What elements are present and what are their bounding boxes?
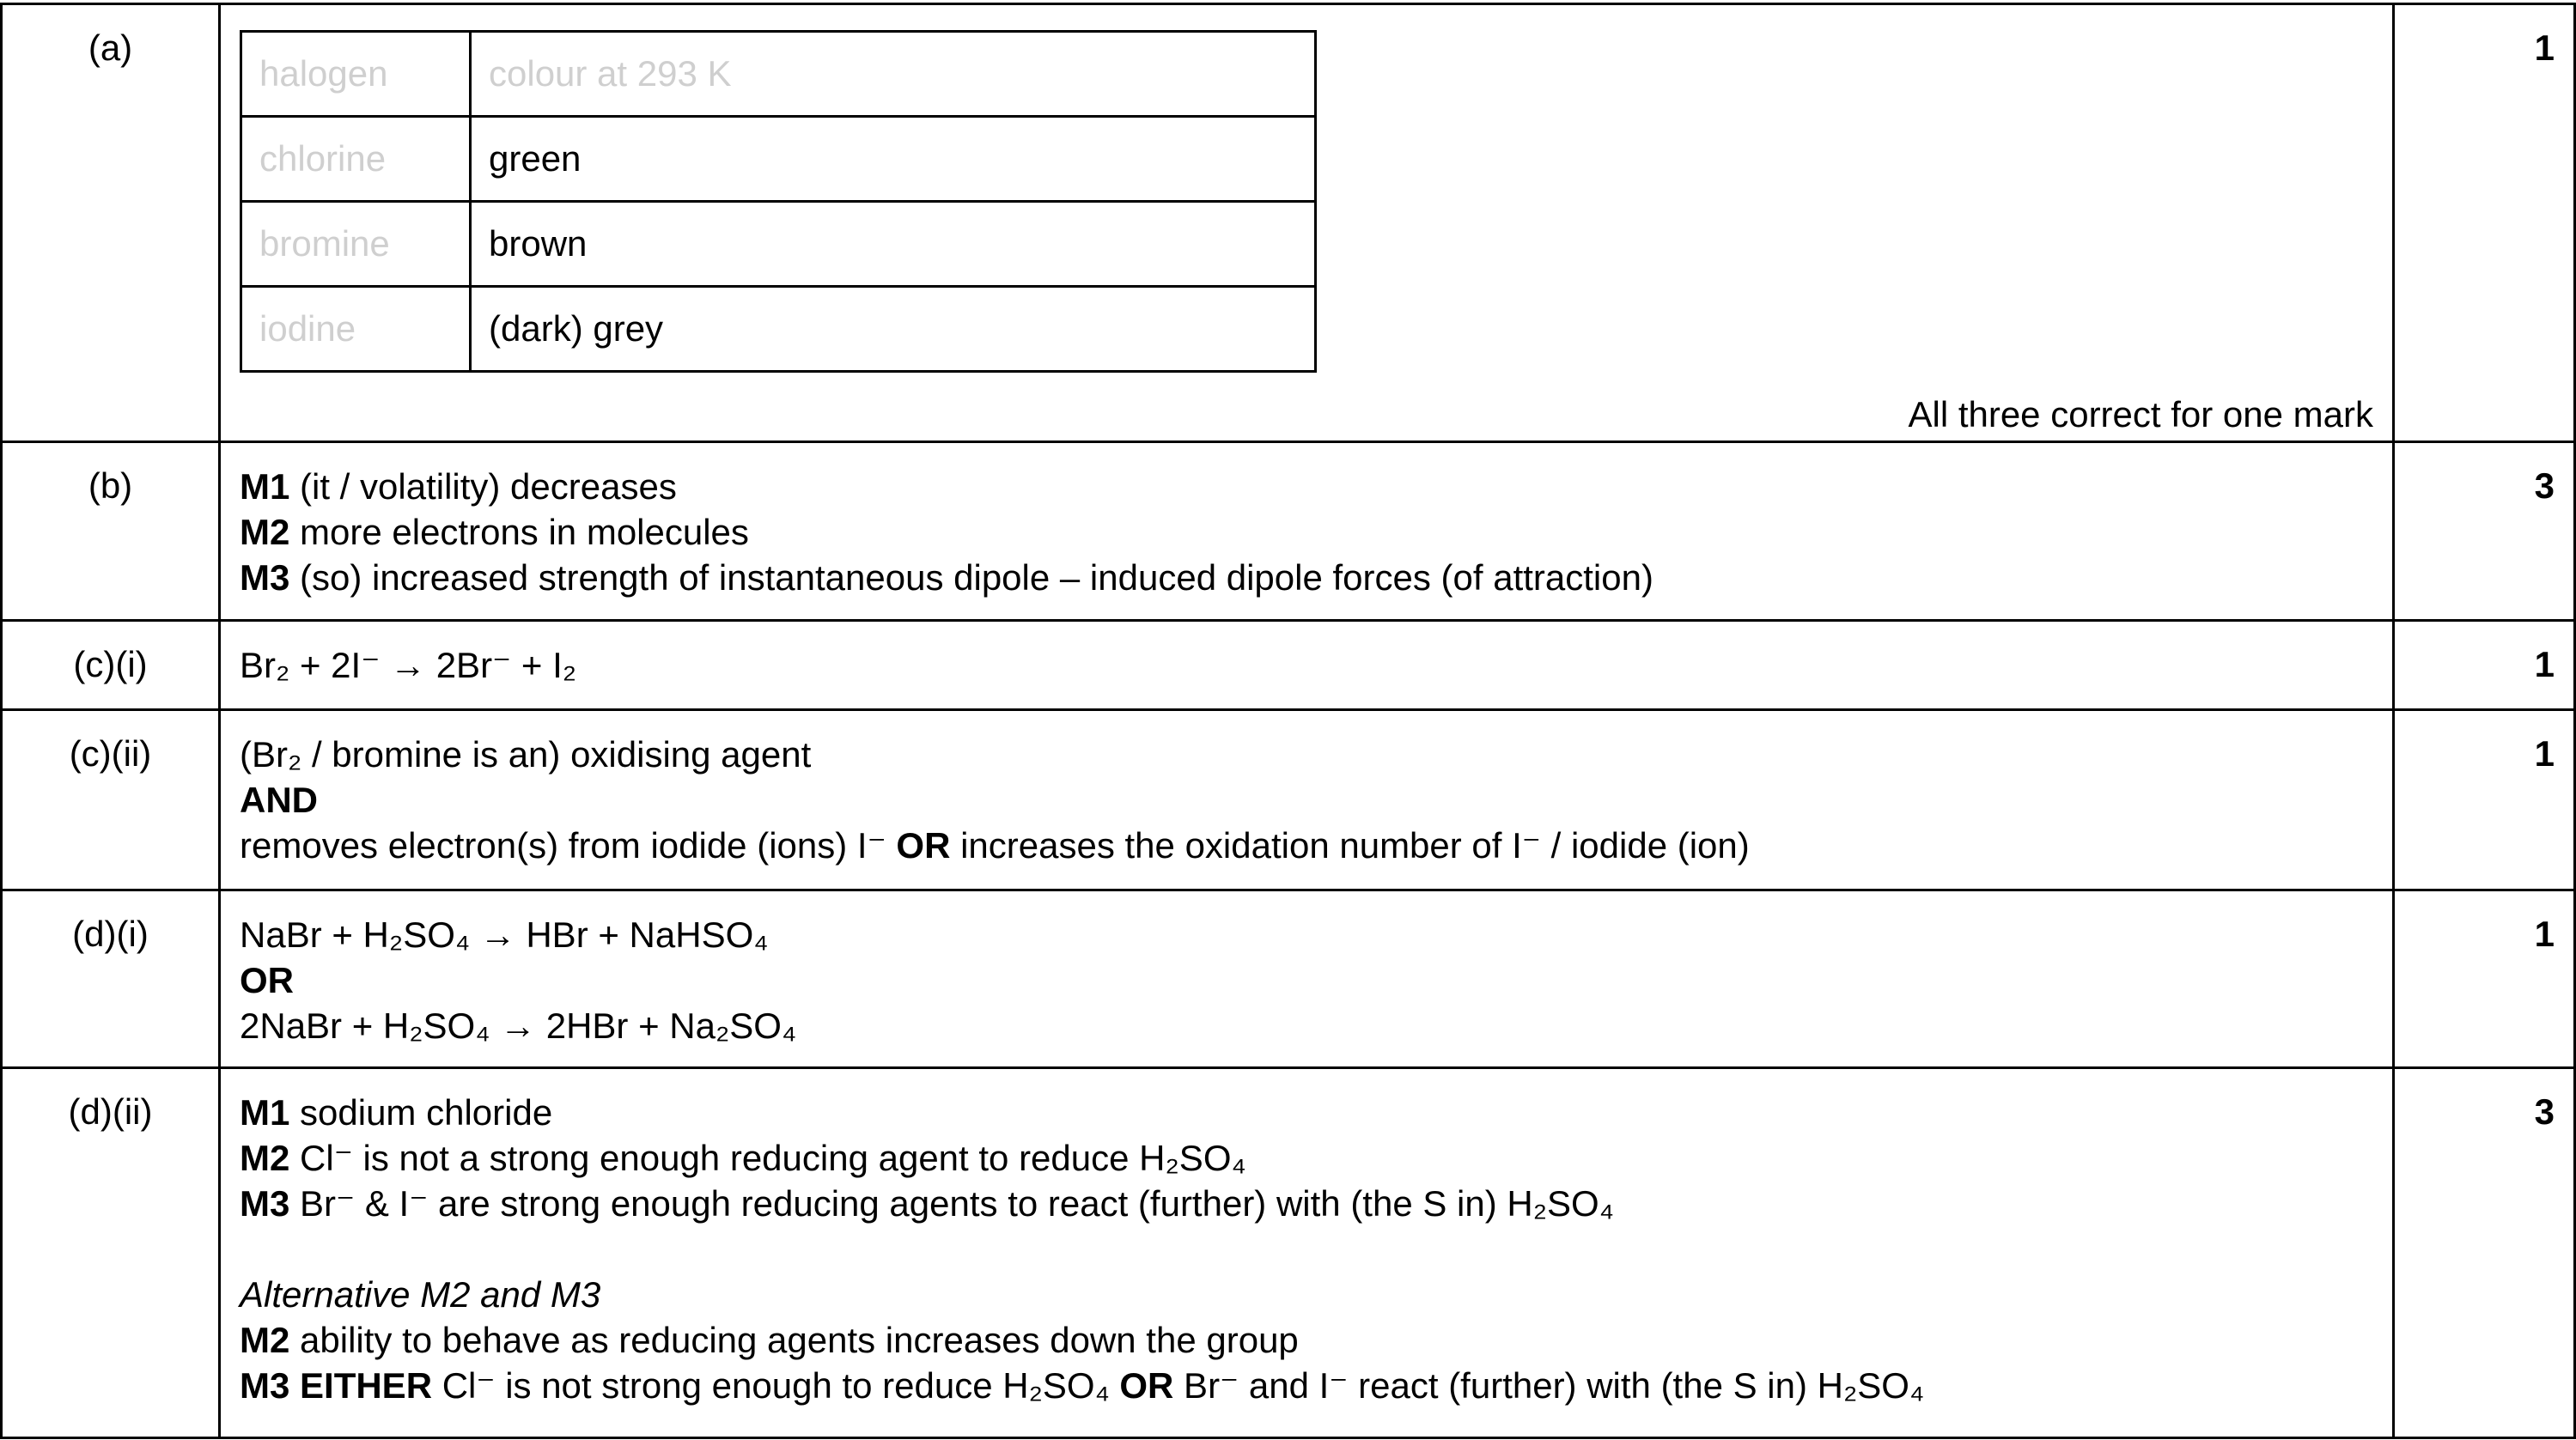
marks-value: 1	[2394, 621, 2575, 710]
answer-cell	[220, 710, 2394, 890]
question-row-ci	[2, 621, 2575, 710]
connective: OR	[896, 825, 951, 866]
mark-point-text: Cl⁻ is not a strong enough reducing agent to reduce H₂SO₄	[289, 1138, 1246, 1178]
answer-line	[240, 555, 2373, 600]
mark-point-text: more electrons in molecules	[289, 512, 749, 552]
question-label: (a)	[2, 4, 220, 442]
mark-point-text: Cl⁻ is not strong enough to reduce H₂SO₄	[432, 1365, 1120, 1406]
question-row-di	[2, 890, 2575, 1068]
marks-value: 3	[2394, 1068, 2575, 1438]
question-label: (b)	[2, 442, 220, 621]
connective: OR	[1119, 1365, 1174, 1406]
table-row	[241, 202, 1316, 287]
halogen-colour: brown	[471, 202, 1316, 287]
answer-line	[240, 1090, 2373, 1135]
question-label: (d)(ii)	[2, 1068, 220, 1438]
question-label: (c)(i)	[2, 621, 220, 710]
halogen-colour-table	[240, 30, 1317, 373]
answer-line	[240, 1363, 2373, 1408]
mark-point-tag: M3	[240, 1183, 290, 1224]
marking-note: All three correct for one mark	[1908, 394, 2373, 434]
question-label: (c)(ii)	[2, 710, 220, 890]
mark-point-tag: M2	[240, 1138, 290, 1178]
mark-point-tag: M1	[240, 1092, 290, 1133]
answer-line	[240, 1135, 2373, 1181]
marks-value: 1	[2394, 890, 2575, 1068]
marks-value: 3	[2394, 442, 2575, 621]
table-row	[241, 117, 1316, 202]
answer-line	[240, 823, 2373, 868]
question-row-a	[2, 4, 2575, 442]
marks-value: 1	[2394, 710, 2575, 890]
question-row-cii	[2, 710, 2575, 890]
equation: Br₂ + 2I⁻ → 2Br⁻ + I₂	[240, 645, 577, 685]
halogen-name: bromine	[241, 202, 471, 287]
header-halogen: halogen	[241, 32, 471, 117]
connective: AND	[240, 780, 318, 820]
header-colour: colour at 293 K	[471, 32, 1316, 117]
halogen-table-header	[241, 32, 1316, 117]
halogen-name: iodine	[241, 287, 471, 372]
equation: NaBr + H₂SO₄ → HBr + NaHSO₄	[240, 914, 769, 955]
mark-scheme-table	[0, 3, 2576, 1439]
halogen-colour: green	[471, 117, 1316, 202]
mark-point-tag: M1	[240, 466, 290, 507]
halogen-name: chlorine	[241, 117, 471, 202]
answer-text: removes electron(s) from iodide (ions) I⁻	[240, 825, 897, 866]
equation: 2NaBr + H₂SO₄ → 2HBr + Na₂SO₄	[240, 1006, 797, 1046]
mark-point-text: sodium chloride	[289, 1092, 553, 1133]
answer-line	[240, 509, 2373, 555]
mark-point-text: (it / volatility) decreases	[289, 466, 677, 507]
connective: OR	[240, 960, 294, 1000]
table-row	[241, 287, 1316, 372]
question-label: (d)(i)	[2, 890, 220, 1068]
answer-line: (Br₂ / bromine is an) oxidising agent	[240, 734, 812, 775]
mark-point-text: Br⁻ and I⁻ react (further) with (the S in) H₂SO₄	[1173, 1365, 1925, 1406]
mark-point-tag: M3	[240, 557, 290, 598]
halogen-colour: (dark) grey	[471, 287, 1316, 372]
answer-cell	[220, 442, 2394, 621]
marks-value: 1	[2394, 4, 2575, 442]
answer-line	[240, 464, 2373, 509]
answer-cell	[220, 4, 2394, 442]
mark-point-tag: M2	[240, 1320, 290, 1360]
alternative-heading: Alternative M2 and M3	[240, 1274, 601, 1315]
mark-point-tag: M3 EITHER	[240, 1365, 433, 1406]
answer-cell	[220, 621, 2394, 710]
question-row-dii	[2, 1068, 2575, 1438]
question-row-b	[2, 442, 2575, 621]
answer-cell	[220, 1068, 2394, 1438]
mark-point-text: (so) increased strength of instantaneous dipole – induced dipole forces (of attraction)	[289, 557, 1653, 598]
mark-point-text: Br⁻ & I⁻ are strong enough reducing agents to react (further) with (the S in) H₂SO₄	[289, 1183, 1614, 1224]
answer-line	[240, 957, 2373, 1003]
answer-line	[240, 777, 2373, 823]
mark-point-tag: M2	[240, 512, 290, 552]
answer-line	[240, 1181, 2373, 1226]
answer-line	[240, 1317, 2373, 1363]
answer-cell	[220, 890, 2394, 1068]
answer-text: increases the oxidation number of I⁻ / iodide (ion)	[950, 825, 1750, 866]
mark-point-text: ability to behave as reducing agents increases down the group	[289, 1320, 1299, 1360]
